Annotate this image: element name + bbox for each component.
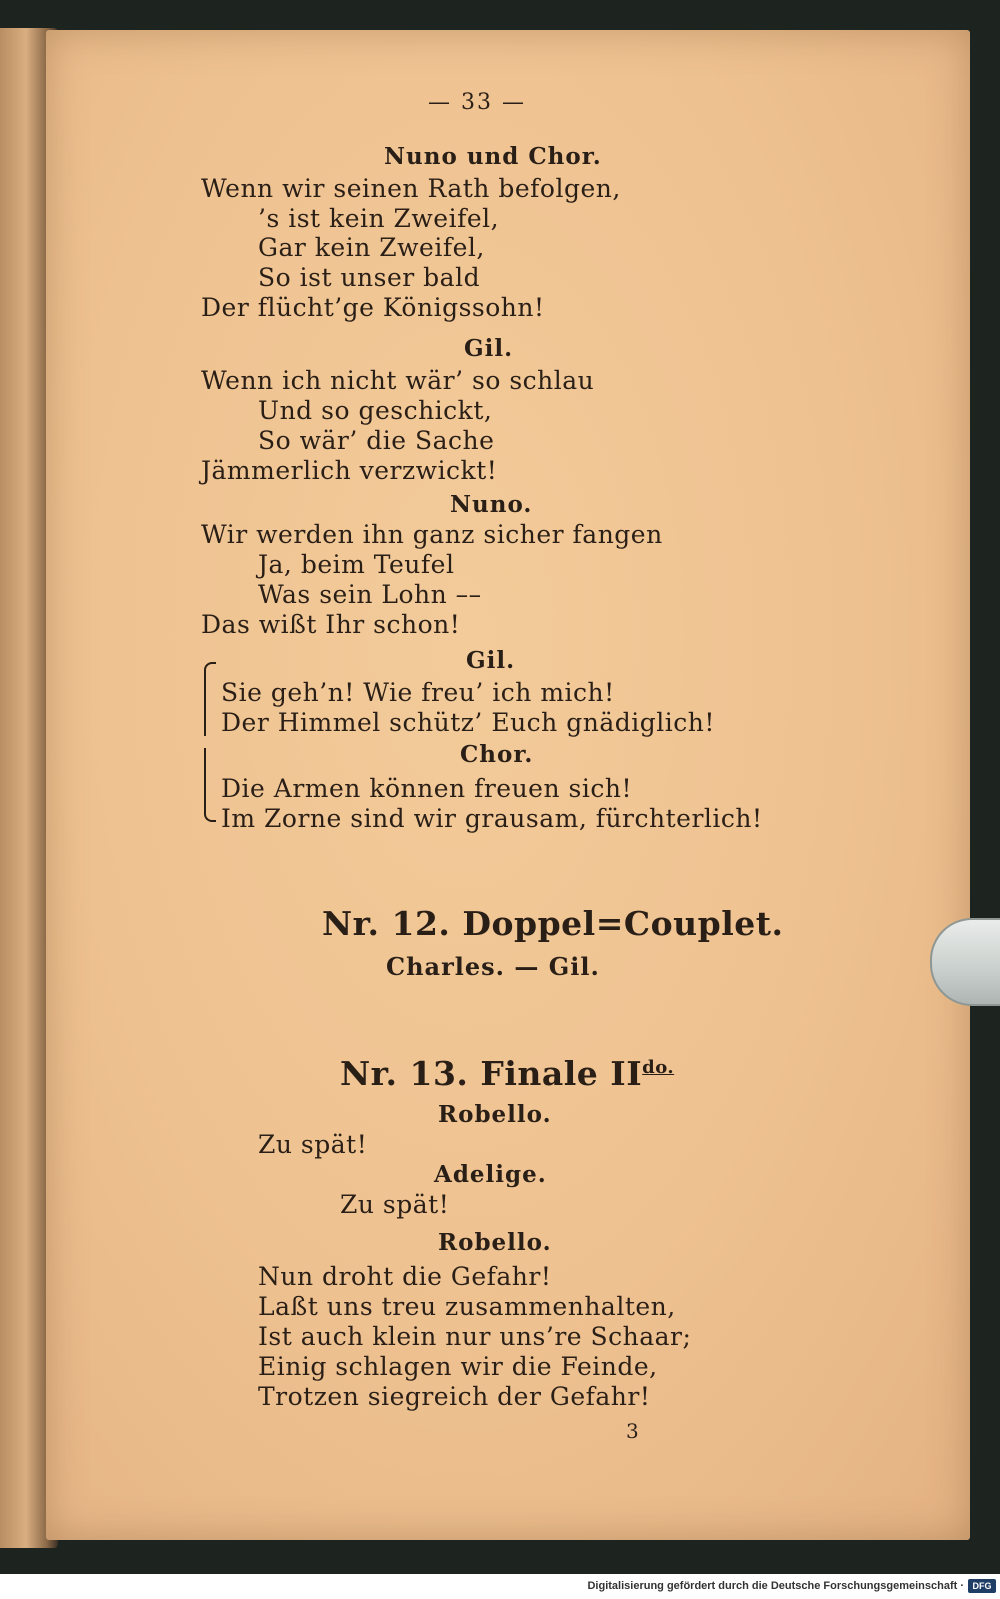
number-13-title-superscript: do. — [642, 1057, 675, 1078]
verse-line: Das wißt Ihr schon! — [201, 610, 461, 639]
verse-line: So ist unser bald — [258, 263, 481, 292]
speaker-gil: Gil. — [464, 335, 514, 362]
verse-line: Die Armen können freuen sich! — [221, 774, 632, 803]
verse-line: Was sein Lohn –– — [258, 580, 482, 609]
speaker-nuno-und-chor: Nuno und Chor. — [384, 143, 602, 170]
verse-line: Einig schlagen wir die Feinde, — [258, 1352, 658, 1381]
verse-line: Wenn wir seinen Rath befolgen, — [201, 174, 621, 203]
number-12-characters: Charles. — Gil. — [386, 952, 600, 981]
verse-line: Wenn ich nicht wär’ so schlau — [201, 366, 595, 395]
footer-text: Digitalisierung gefördert durch die Deutsche Forschungsgemeinschaft · — [587, 1580, 964, 1592]
dfg-logo-icon: DFG — [968, 1579, 996, 1593]
thumb-index-tab — [930, 918, 1000, 1006]
verse-line: Im Zorne sind wir grausam, fürchterlich! — [221, 804, 763, 833]
speaker-nuno: Nuno. — [450, 491, 533, 518]
speaker-robello: Robello. — [438, 1229, 552, 1256]
speaker-adelige: Adelige. — [434, 1161, 547, 1188]
verse-line: Laßt uns treu zusammenhalten, — [258, 1292, 676, 1321]
printer-signature: 3 — [626, 1419, 640, 1443]
digitization-footer — [0, 1574, 1000, 1599]
verse-line: ’s ist kein Zweifel, — [258, 204, 500, 233]
number-13-title: Nr. 13. Finale II — [340, 1054, 643, 1093]
verse-line: Ja, beim Teufel — [258, 550, 455, 579]
verse-line: Trotzen siegreich der Gefahr! — [258, 1382, 651, 1411]
verse-line: Ist auch klein nur uns’re Schaar; — [258, 1322, 692, 1351]
brace-bottom — [204, 748, 216, 822]
verse-line: Zu spät! — [340, 1190, 450, 1219]
brace-top — [204, 662, 216, 736]
speaker-robello: Robello. — [438, 1101, 552, 1128]
page-number: — 33 — — [428, 90, 526, 115]
verse-line: Der flücht’ge Königssohn! — [201, 293, 545, 322]
verse-line: Wir werden ihn ganz sicher fangen — [201, 520, 663, 549]
speaker-chor: Chor. — [460, 741, 534, 768]
verse-line: Jämmerlich verzwickt! — [201, 456, 498, 485]
verse-line: Sie geh’n! Wie freu’ ich mich! — [221, 678, 615, 707]
verse-line: Zu spät! — [258, 1130, 368, 1159]
verse-line: Der Himmel schütz’ Euch gnädiglich! — [221, 708, 715, 737]
speaker-gil: Gil. — [466, 647, 516, 674]
verse-line: Nun droht die Gefahr! — [258, 1262, 552, 1291]
verse-line: So wär’ die Sache — [258, 426, 495, 455]
verse-line: Und so geschickt, — [258, 396, 493, 425]
number-13-heading — [340, 1048, 674, 1094]
number-12-heading: Nr. 12. Doppel=Couplet. — [322, 904, 784, 943]
verse-line: Gar kein Zweifel, — [258, 233, 485, 262]
